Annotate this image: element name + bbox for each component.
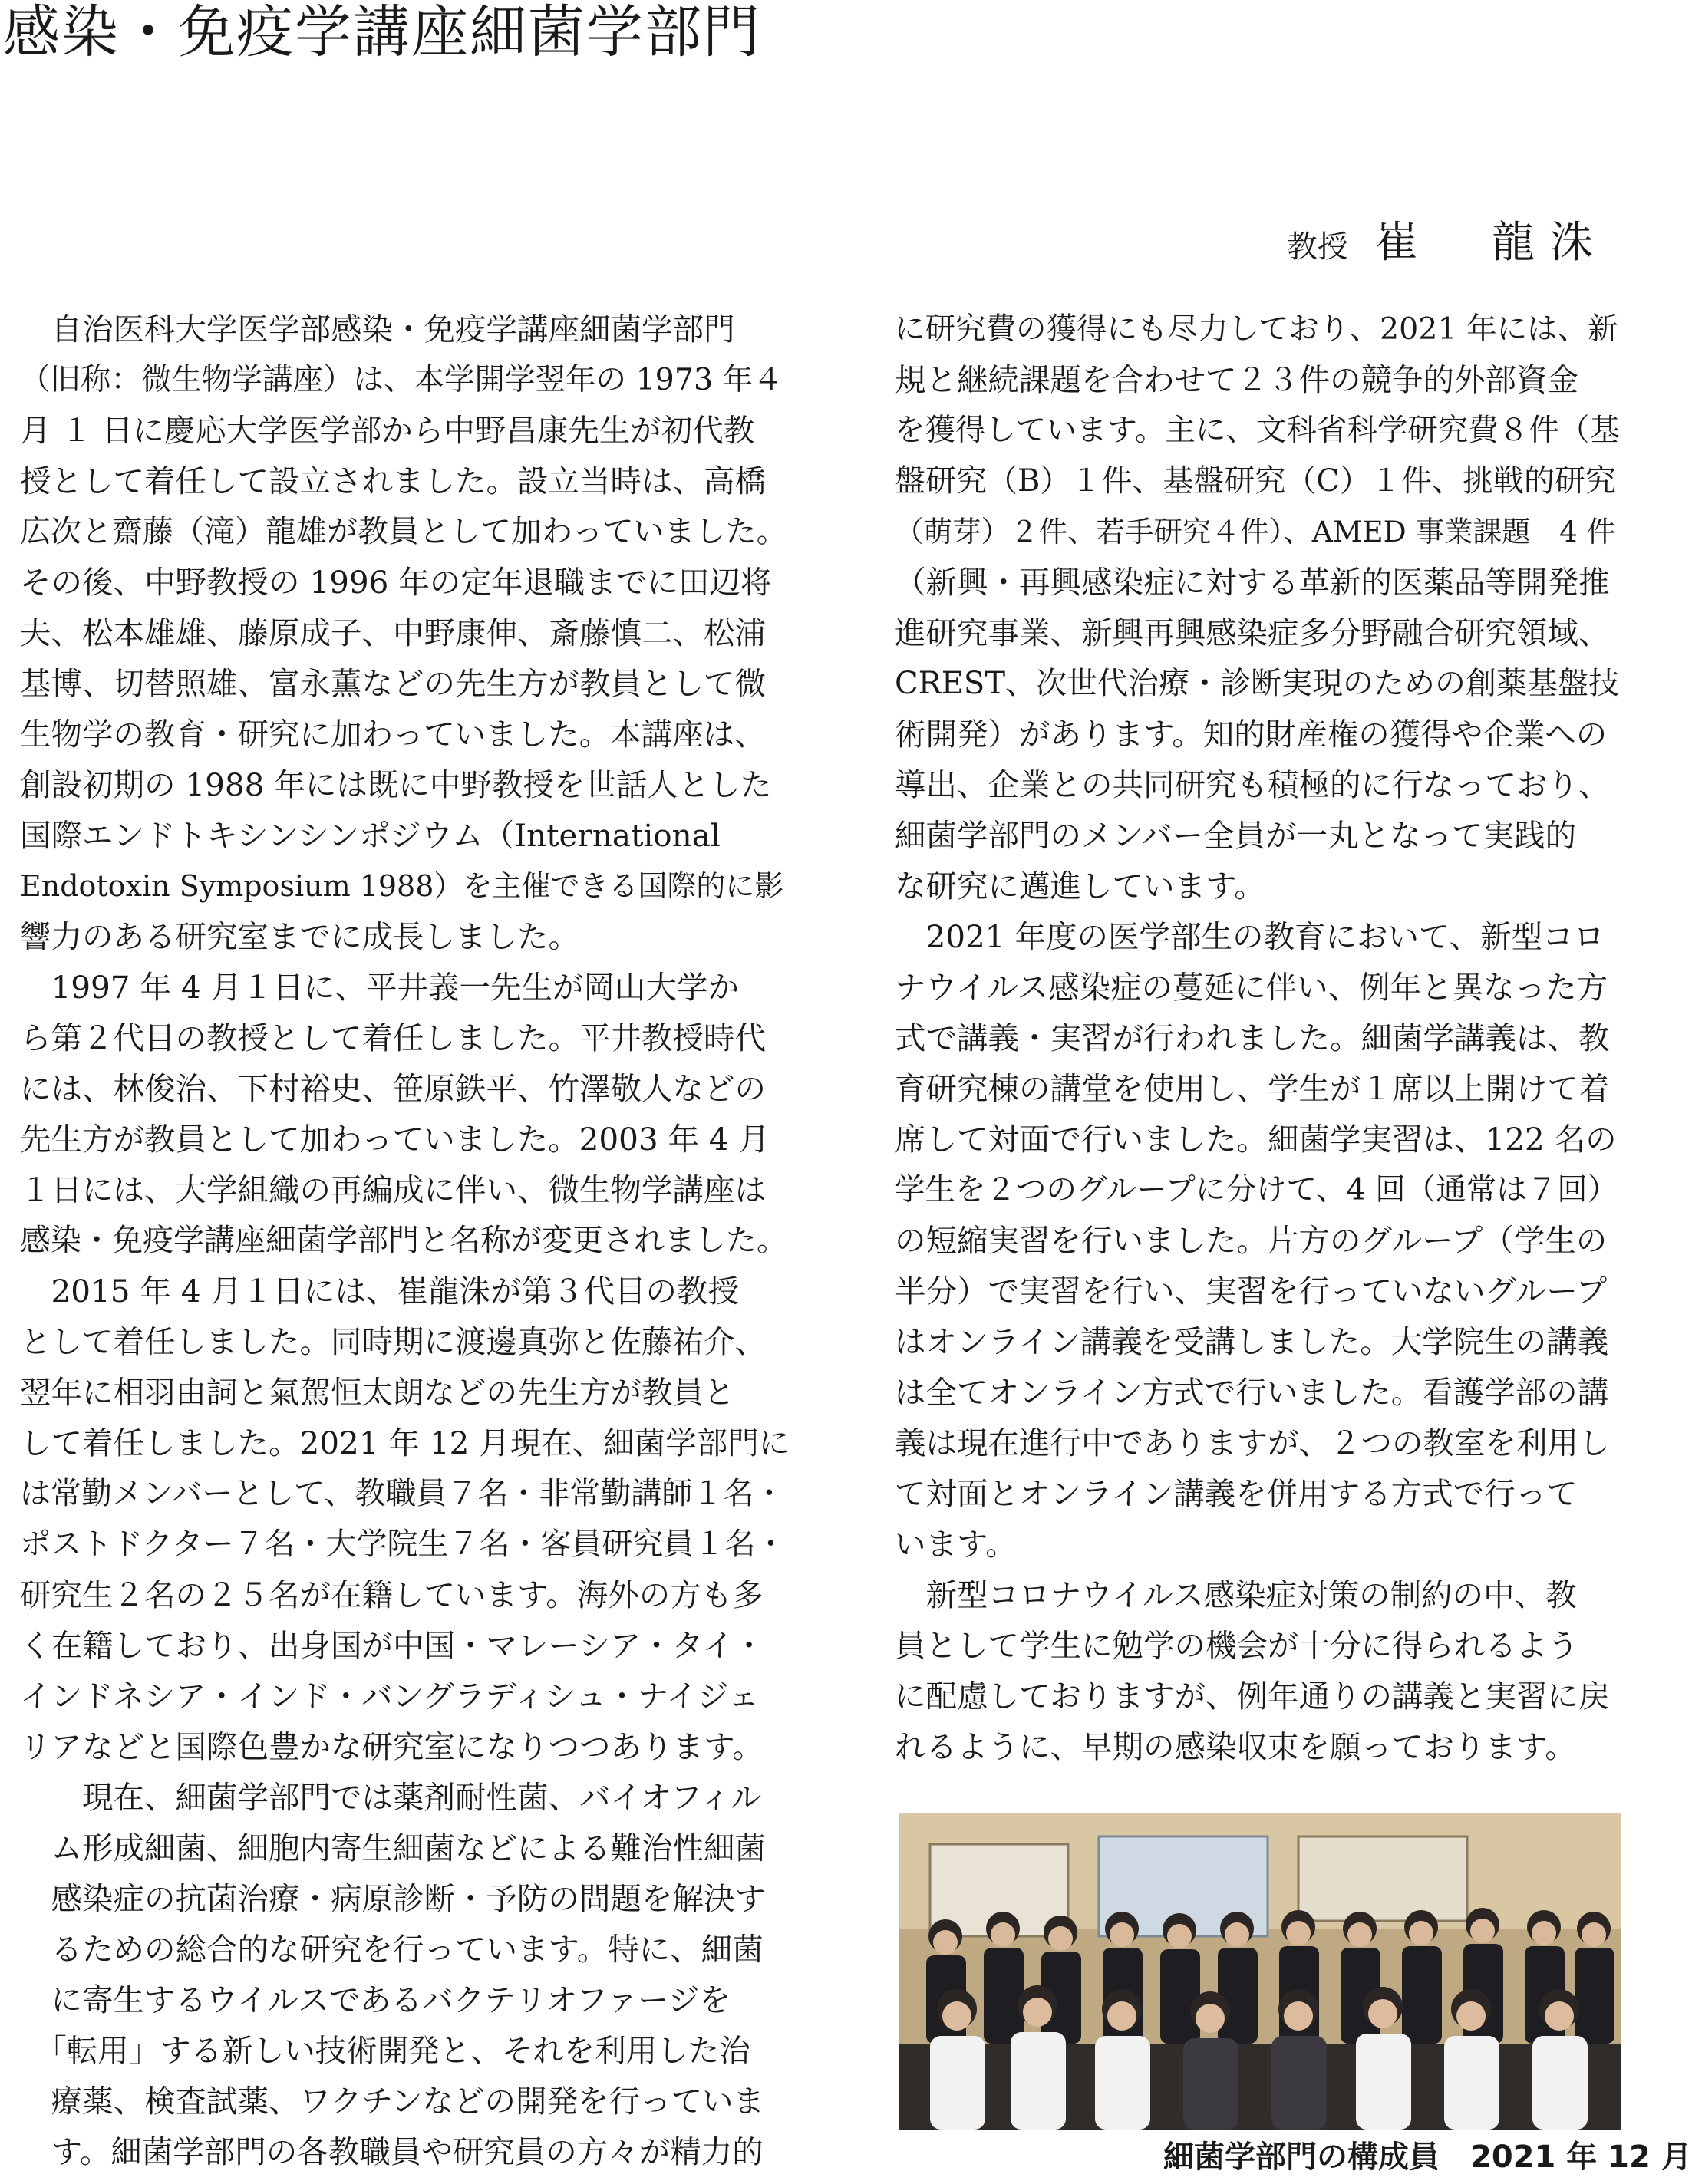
text-line: ナウイルス感染症の蔓延に伴い、例年と異なった方 bbox=[895, 969, 1608, 1006]
text-line: 術開発）があります。知的財産権の獲得や企業への bbox=[895, 716, 1608, 753]
text-line: 席して対面で行いました。細菌学実習は、122 名の bbox=[895, 1121, 1617, 1158]
text-line: リアなどと国際色豊かな研究室になりつつあります。 bbox=[20, 1728, 764, 1765]
text-line: 式で講義・実習が行われました。細菌学講義は、教 bbox=[895, 1020, 1610, 1056]
text-line: （萌芽）２件、若手研究４件）、AMED 事業課題 4 件 bbox=[895, 515, 1616, 548]
text-line: す。細菌学部門の各教職員や研究員の方々が精力的 bbox=[20, 2133, 764, 2170]
text-line: 響力のある研究室までに成長しました。 bbox=[20, 918, 579, 955]
group-photo-illustration bbox=[899, 1813, 1621, 2130]
photo-caption-text: 細菌学部門の構成員 bbox=[1163, 2140, 1440, 2175]
text-line: ム形成細菌、細胞内寄生細菌などによる難治性細菌 bbox=[20, 1830, 766, 1866]
photo-caption-date: 2021 年 12 月 bbox=[1470, 2140, 1692, 2175]
text-line: 導出、企業との共同研究も積極的に行なっており、 bbox=[895, 766, 1610, 803]
text-line: インドネシア・インド・バングラディシュ・ナイジェ bbox=[20, 1678, 760, 1715]
text-line: 義は現在進行中でありますが、２つの教室を利用し bbox=[895, 1425, 1610, 1461]
text-line: 療薬、検査試薬、ワクチンなどの開発を行っていま bbox=[20, 2083, 764, 2120]
text-line: 基博、切替照雄、富永薫などの先生方が教員として微 bbox=[20, 665, 766, 702]
text-line: に研究費の獲得にも尽力しており、2021 年には、新 bbox=[895, 311, 1618, 347]
text-line: 生物学の教育・研究に加わっていました。本講座は、 bbox=[20, 716, 766, 753]
text-line: Endotoxin Symposium 1988）を主催できる国際的に影 bbox=[20, 869, 784, 903]
text-line: 2015 年 4 月１日には、崔龍洙が第３代目の教授 bbox=[20, 1273, 739, 1309]
text-line: 感染症の抗菌治療・病原診断・予防の問題を解決す bbox=[20, 1880, 766, 1917]
text-line: て対面とオンライン講義を併用する方式で行って bbox=[895, 1475, 1578, 1512]
text-line: 細菌学部門のメンバー全員が一丸となって実践的 bbox=[895, 817, 1577, 854]
text-line: 学生を２つのグループに分けて、4 回（通常は７回） bbox=[895, 1172, 1618, 1207]
text-line: を獲得しています。主に、文科省科学研究費８件（基 bbox=[895, 413, 1620, 448]
author-name: 崔 龍洙 bbox=[1375, 218, 1608, 268]
page-title: 感染・免疫学講座細菌学部門 bbox=[3, 0, 761, 65]
text-line: には、林俊治、下村裕史、笹原鉄平、竹澤敬人などの bbox=[20, 1070, 766, 1107]
photo-caption bbox=[1163, 2133, 1692, 2176]
text-line: 1997 年 4 月１日に、平井義一先生が岡山大学か bbox=[20, 969, 739, 1006]
left-column bbox=[20, 304, 792, 2177]
text-line: 翌年に相羽由詞と氣駕恒太朗などの先生方が教員と bbox=[20, 1374, 735, 1411]
text-line: （旧称：微生物学講座）は、本学開学翌年の 1973 年４ bbox=[20, 362, 783, 397]
text-line: 規と継続課題を合わせて２３件の競争的外部資金 bbox=[895, 361, 1578, 398]
text-line: その後、中野教授の 1996 年の定年退職までに田辺将 bbox=[20, 564, 772, 601]
text-line: 半分）で実習を行い、実習を行っていないグループ bbox=[895, 1273, 1608, 1309]
text-line: 進研究事業、新興再興感染症多分野融合研究領域、 bbox=[895, 614, 1610, 651]
text-line: して着任しました。2021 年 12 月現在、細菌学部門に bbox=[20, 1425, 790, 1461]
text-line: 月 １ 日に慶応大学医学部から中野昌康先生が初代教 bbox=[20, 412, 755, 449]
text-line: 感染・免疫学講座細菌学部門と名称が変更されました。 bbox=[20, 1223, 787, 1258]
text-line: は全てオンライン方式で行いました。看護学部の講 bbox=[895, 1374, 1609, 1411]
text-line: 員として学生に勉学の機会が十分に得られるよう bbox=[895, 1627, 1578, 1664]
text-line: 「転用」する新しい技術開発と、それを利用した治 bbox=[20, 2032, 750, 2069]
text-line: 育研究棟の講堂を使用し、学生が１席以上開けて着 bbox=[895, 1070, 1610, 1107]
author-role: 教授 bbox=[1286, 229, 1348, 265]
text-line: に寄生するウイルスであるバクテリオファージを bbox=[20, 1981, 731, 2018]
text-line: います。 bbox=[895, 1526, 1017, 1563]
text-line: はオンライン講義を受講しました。大学院生の講義 bbox=[895, 1323, 1609, 1360]
text-line: は常勤メンバーとして、教職員７名・非常勤講師１名・ bbox=[20, 1476, 785, 1511]
text-line: の短縮実習を行いました。片方のグループ（学生の bbox=[895, 1222, 1608, 1259]
text-line: ポストドクター７名・大学院生７名・客員研究員１名・ bbox=[20, 1527, 787, 1562]
text-line: １日には、大学組織の再編成に伴い、微生物学講座は bbox=[20, 1171, 766, 1208]
text-line: 広次と齋藤（滝）龍雄が教員として加わっていました。 bbox=[20, 514, 787, 549]
text-line: るための総合的な研究を行っています。特に、細菌 bbox=[20, 1931, 764, 1968]
group-photo bbox=[899, 1813, 1621, 2130]
right-column bbox=[895, 304, 1621, 1772]
text-line: 授として着任して設立されました。設立当時は、高橋 bbox=[20, 463, 766, 499]
text-line: として着任しました。同時期に渡邊真弥と佐藤祐介、 bbox=[20, 1323, 766, 1360]
text-line: （新興・再興感染症に対する革新的医薬品等開発推 bbox=[895, 564, 1610, 601]
text-line: な研究に邁進しています。 bbox=[895, 868, 1265, 904]
text-line: に配慮しておりますが、例年通りの講義と実習に戻 bbox=[895, 1678, 1610, 1715]
text-line: 2021 年度の医学部生の教育において、新型コロ bbox=[895, 918, 1605, 955]
text-line: ら第２代目の教授として着任しました。平井教授時代 bbox=[20, 1020, 766, 1056]
text-line: 創設初期の 1988 年には既に中野教授を世話人とした bbox=[20, 766, 772, 803]
text-line: 現在、細菌学部門では薬剤耐性菌、バイオフィル bbox=[20, 1779, 762, 1816]
text-line: CREST、次世代治療・診断実現のための創薬基盤技 bbox=[895, 666, 1620, 701]
text-line: 国際エンドトキシンシンポジウム（International bbox=[20, 817, 721, 854]
text-line: 先生方が教員として加わっていました。2003 年 4 月 bbox=[20, 1121, 770, 1158]
text-line: れるように、早期の感染収束を願っております。 bbox=[895, 1728, 1576, 1765]
text-line: 盤研究（B）１件、基盤研究（C）１件、挑戦的研究 bbox=[895, 463, 1616, 499]
text-line: 夫、松本雄雄、藤原成子、中野康伸、斎藤慎二、松浦 bbox=[20, 614, 766, 651]
text-line: 新型コロナウイルス感染症対策の制約の中、教 bbox=[895, 1576, 1577, 1613]
text-line: く在籍しており、出身国が中国・マレーシア・タイ・ bbox=[20, 1627, 765, 1664]
text-line: 自治医科大学医学部感染・免疫学講座細菌学部門 bbox=[20, 311, 735, 348]
text-line: 研究生２名の２５名が在籍しています。海外の方も多 bbox=[20, 1576, 764, 1613]
author-block bbox=[1287, 209, 1608, 270]
